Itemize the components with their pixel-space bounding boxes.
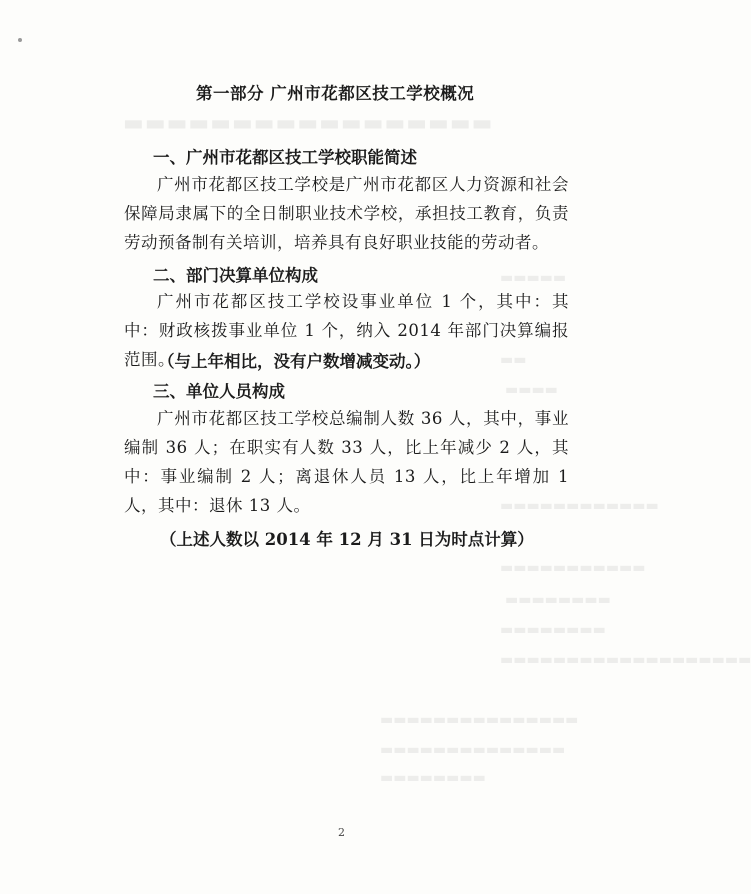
ghost-line: ▬▬▬▬▬▬▬▬▬▬▬▬▬▬▬ <box>380 712 579 728</box>
ghost-line: ▬▬▬▬▬▬▬▬▬▬▬▬▬▬▬▬▬▬▬ <box>500 652 751 668</box>
section-body-staff: 广州市花都区技工学校总编制人数 36 人，其中，事业编制 36 人；在职实有人数 33 人，比上年减少 2 人，其中：事业编制 2 人；离退休人员 13 人，比上年增加 1 人，其中：退休 13 人。 <box>124 409 569 515</box>
scan-speck <box>18 38 22 42</box>
section-note-staff: （上述人数以 2014 年 12 月 31 日为时点计算） <box>160 530 534 549</box>
section-body-units: 广州市花都区技工学校设事业单位 1 个，其中：其中：财政核拨事业单位 1 个，纳入 2014 年部门决算编报范围。 <box>124 292 569 369</box>
ghost-line: ▬▬▬▬▬▬▬▬ <box>380 770 486 786</box>
section-body-functions: 广州市花都区技工学校是广州市花都区人力资源和社会保障局隶属下的全日制职业技术学校，承担技工教育，负责劳动预备制有关培训，培养具有良好职业技能的劳动者。 <box>124 175 569 252</box>
ghost-line: ▬▬▬▬ <box>505 382 558 398</box>
section-heading-units: 二、部门决算单位构成 <box>153 266 318 285</box>
ghost-heading: ▬▬▬▬▬▬▬▬▬▬▬▬▬▬▬▬▬ <box>122 110 493 136</box>
ghost-line: ▬▬▬▬▬▬▬▬▬▬▬▬ <box>500 498 659 514</box>
ghost-line: ▬▬▬▬▬▬▬▬ <box>500 622 606 638</box>
section-heading-functions: 一、广州市花都区技工学校职能简述 <box>153 148 417 167</box>
ghost-line: ▬▬▬▬▬ <box>500 270 567 286</box>
ghost-line: ▬▬ <box>500 352 527 368</box>
page-number: 2 <box>338 826 345 839</box>
ghost-line: ▬▬▬▬▬▬▬▬ <box>505 592 611 608</box>
section-note-units: （与上年相比，没有户数增减变动。） <box>158 352 431 371</box>
section-heading-staff: 三、单位人员构成 <box>153 382 285 401</box>
ghost-line: ▬▬▬▬▬▬▬▬▬▬▬▬▬▬ <box>380 742 566 758</box>
ghost-line: ▬▬▬▬▬▬▬▬▬▬▬ <box>500 560 646 576</box>
page-title: 第一部分 广州市花都区技工学校概况 <box>196 84 475 103</box>
